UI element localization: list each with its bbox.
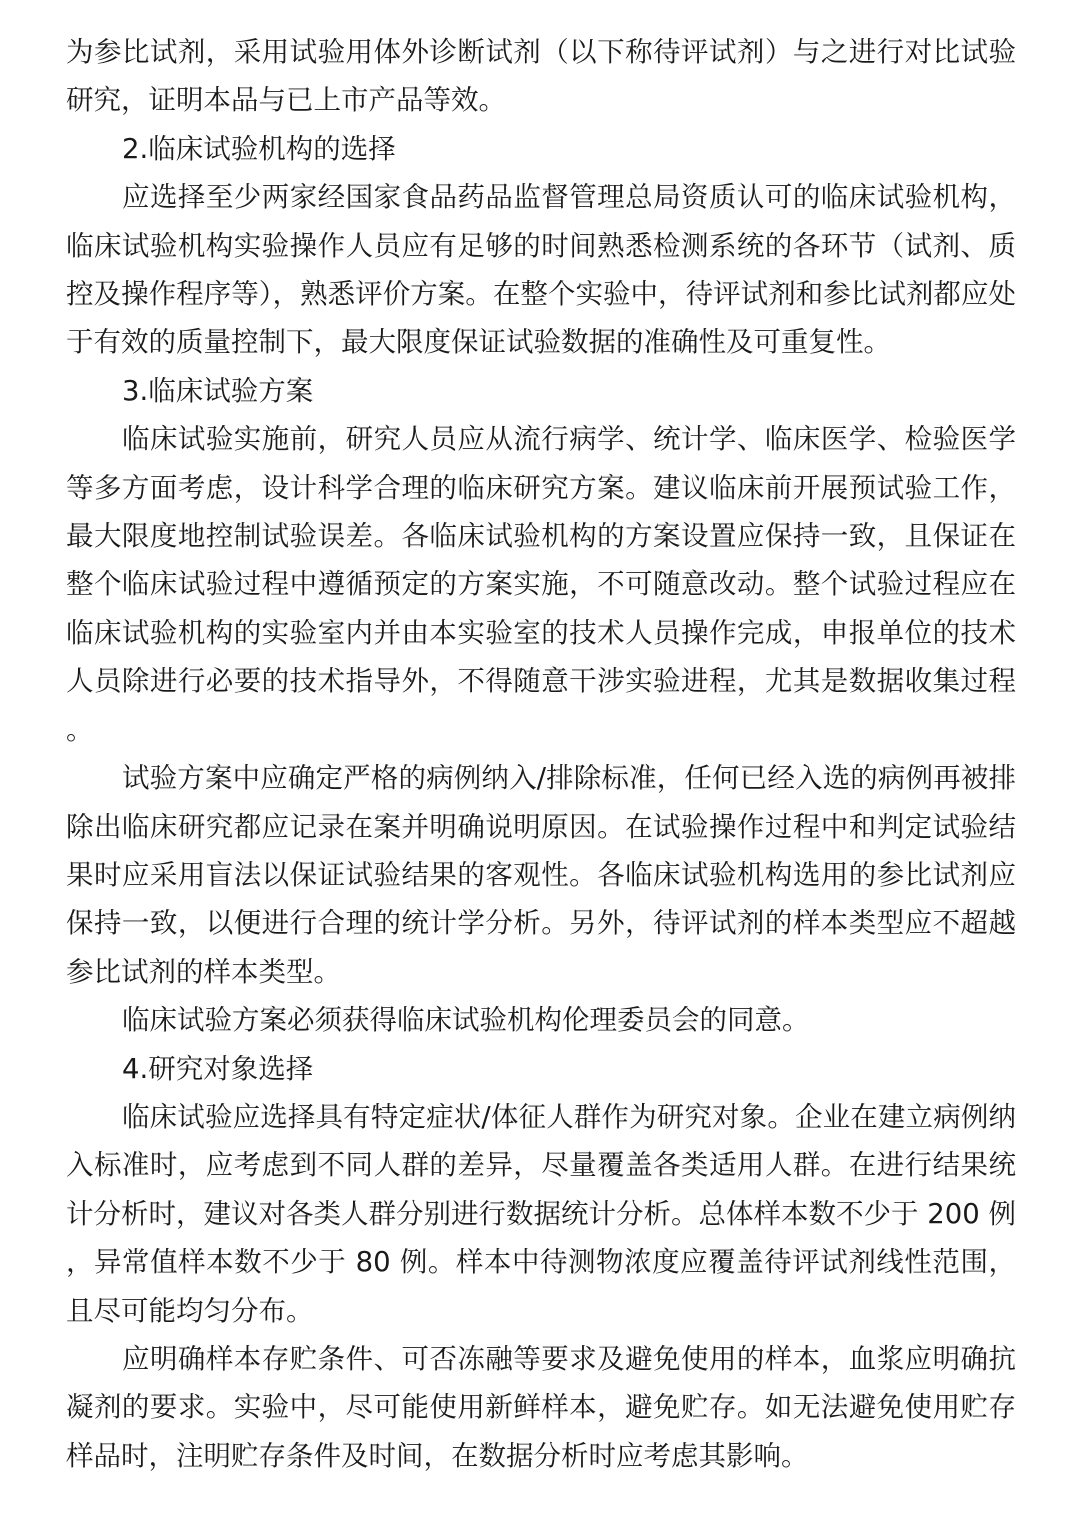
paragraph-institution-selection: 应选择至少两家经国家食品药品监督管理总局资质认可的临床试验机构，临床试验机构实验操作人员应有足够的时间熟悉检测系统的各环节（试剂、质控及操作程序等），熟悉评价方案。在整个实验中，待评试剂和参比试剂都应处于有效的质量控制下，最大限度保证试验数据的准确性及可重复性。 [66, 181, 1016, 359]
paragraph-subject-selection: 临床试验应选择具有特定症状/体征人群作为研究对象。企业在建立病例纳入标准时，应考虑到不同人群的差异，尽量覆盖各类适用人群。在进行结果统计分析时，建议对各类人群分别进行数据统计分析。总体样本数不少于 200 例，异常值样本数不少于 80 例。样本中待测物浓度应覆盖待评试剂线性范围，且尽可能均匀分布。 [66, 1100, 1016, 1327]
paragraph-inclusion-criteria: 试验方案中应确定严格的病例纳入/排除标准，任何已经入选的病例再被排除出临床研究都应记录在案并明确说明原因。在试验操作过程中和判定试验结果时应采用盲法以保证试验结果的客观性。各临床试验机构选用的参比试剂应保持一致，以便进行合理的统计学分析。另外，待评试剂的样本类型应不超越参比试剂的样本类型。 [66, 762, 1016, 988]
document-page [66, 28, 1016, 1480]
section-heading-4: 4.研究对象选择 [122, 1052, 314, 1085]
paragraph-intro-continued: 为参比试剂，采用试验用体外诊断试剂（以下称待评试剂）与之进行对比试验研究，证明本品与已上市产品等效。 [66, 36, 1016, 117]
paragraph-sample-storage: 应明确样本存贮条件、可否冻融等要求及避免使用的样本，血浆应明确抗凝剂的要求。实验中，尽可能使用新鲜样本，避免贮存。如无法避免使用贮存样品时，注明贮存条件及时间，在数据分析时应考虑其影响。 [66, 1342, 1016, 1472]
paragraph-trial-plan: 临床试验实施前，研究人员应从流行病学、统计学、临床医学、检验医学等多方面考虑，设计科学合理的临床研究方案。建议临床前开展预试验工作，最大限度地控制试验误差。各临床试验机构的方案设置应保持一致，且保证在整个临床试验过程中遵循预定的方案实施，不可随意改动。整个试验过程应在临床试验机构的实验室内并由本实验室的技术人员操作完成，申报单位的技术人员除进行必要的技术指导外，不得随意干涉实验进程，尤其是数据收集过程。 [66, 423, 1016, 746]
section-heading-2: 2.临床试验机构的选择 [122, 132, 396, 165]
paragraph-ethics-approval: 临床试验方案必须获得临床试验机构伦理委员会的同意。 [122, 1004, 810, 1037]
section-heading-3: 3.临床试验方案 [122, 374, 314, 407]
